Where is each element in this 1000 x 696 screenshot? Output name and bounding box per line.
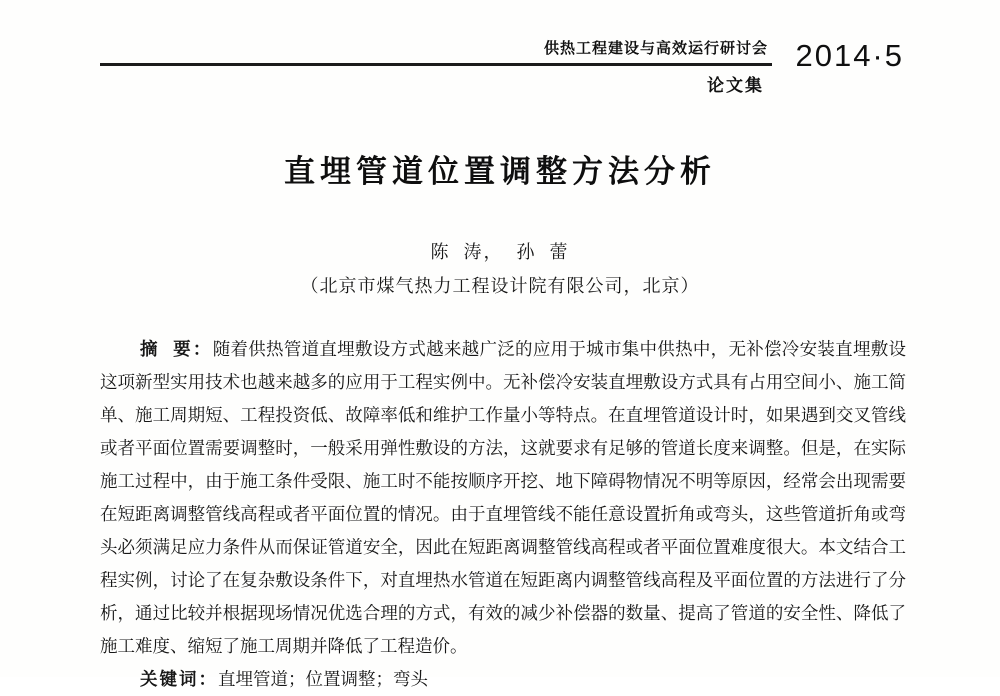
header-rule (100, 63, 772, 66)
conference-name: 供热工程建设与高效运行研讨会 (543, 40, 768, 57)
keywords-line (100, 663, 906, 696)
issue-number: 2014·5 (795, 38, 904, 73)
abstract-label: 摘 要： (140, 339, 213, 359)
abstract-text: 随着供热管道直埋敷设方式越来越广泛的应用于城市集中供热中，无补偿冷安装直埋敷设这项新型实用技术也越来越多的应用于工程实例中。无补偿冷安装直埋敷设方式具有占用空间小、施工简单、施工周期短、工程投资低、故障率低和维护工作量小等特点。在直埋管道设计时，如果遇到交叉管线或者平面位置需要调整时，一般采用弹性敷设的方法，这就要求有足够的管道长度来调整。但是，在实际施工过程中，由于施工条件受限、施工时不能按顺序开挖、地下障碍物情况不明等原因，经常会出现需要在短距离调整管线高程或者平面位置的情况。由于直埋管线不能任意设置折角或弯头，这些管道折角或弯头必须满足应力条件从而保证管道安全，因此在短距离调整管线高程或者平面位置难度很大。本文结合工程实例，讨论了在复杂敷设条件下，对直埋热水管道在短距离内调整管线高程及平面位置的方法进行了分析，通过比较并根据现场情况优选合理的方式，有效的减少补偿器的数量、提高了管道的安全性、降低了施工难度、缩短了施工周期并降低了工程造价。 (100, 339, 907, 656)
keywords-label: 关键词： (140, 669, 218, 689)
proceedings-label: 论文集 (707, 76, 764, 95)
keywords-text: 直埋管道；位置调整；弯头 (218, 669, 428, 689)
authors: 陈 涛， 孙 蕾 (430, 242, 570, 262)
abstract-paragraph (100, 333, 906, 663)
paper-title: 直埋管道位置调整方法分析 (284, 154, 716, 189)
affiliation: （北京市煤气热力工程设计院有限公司，北京） (300, 276, 700, 296)
